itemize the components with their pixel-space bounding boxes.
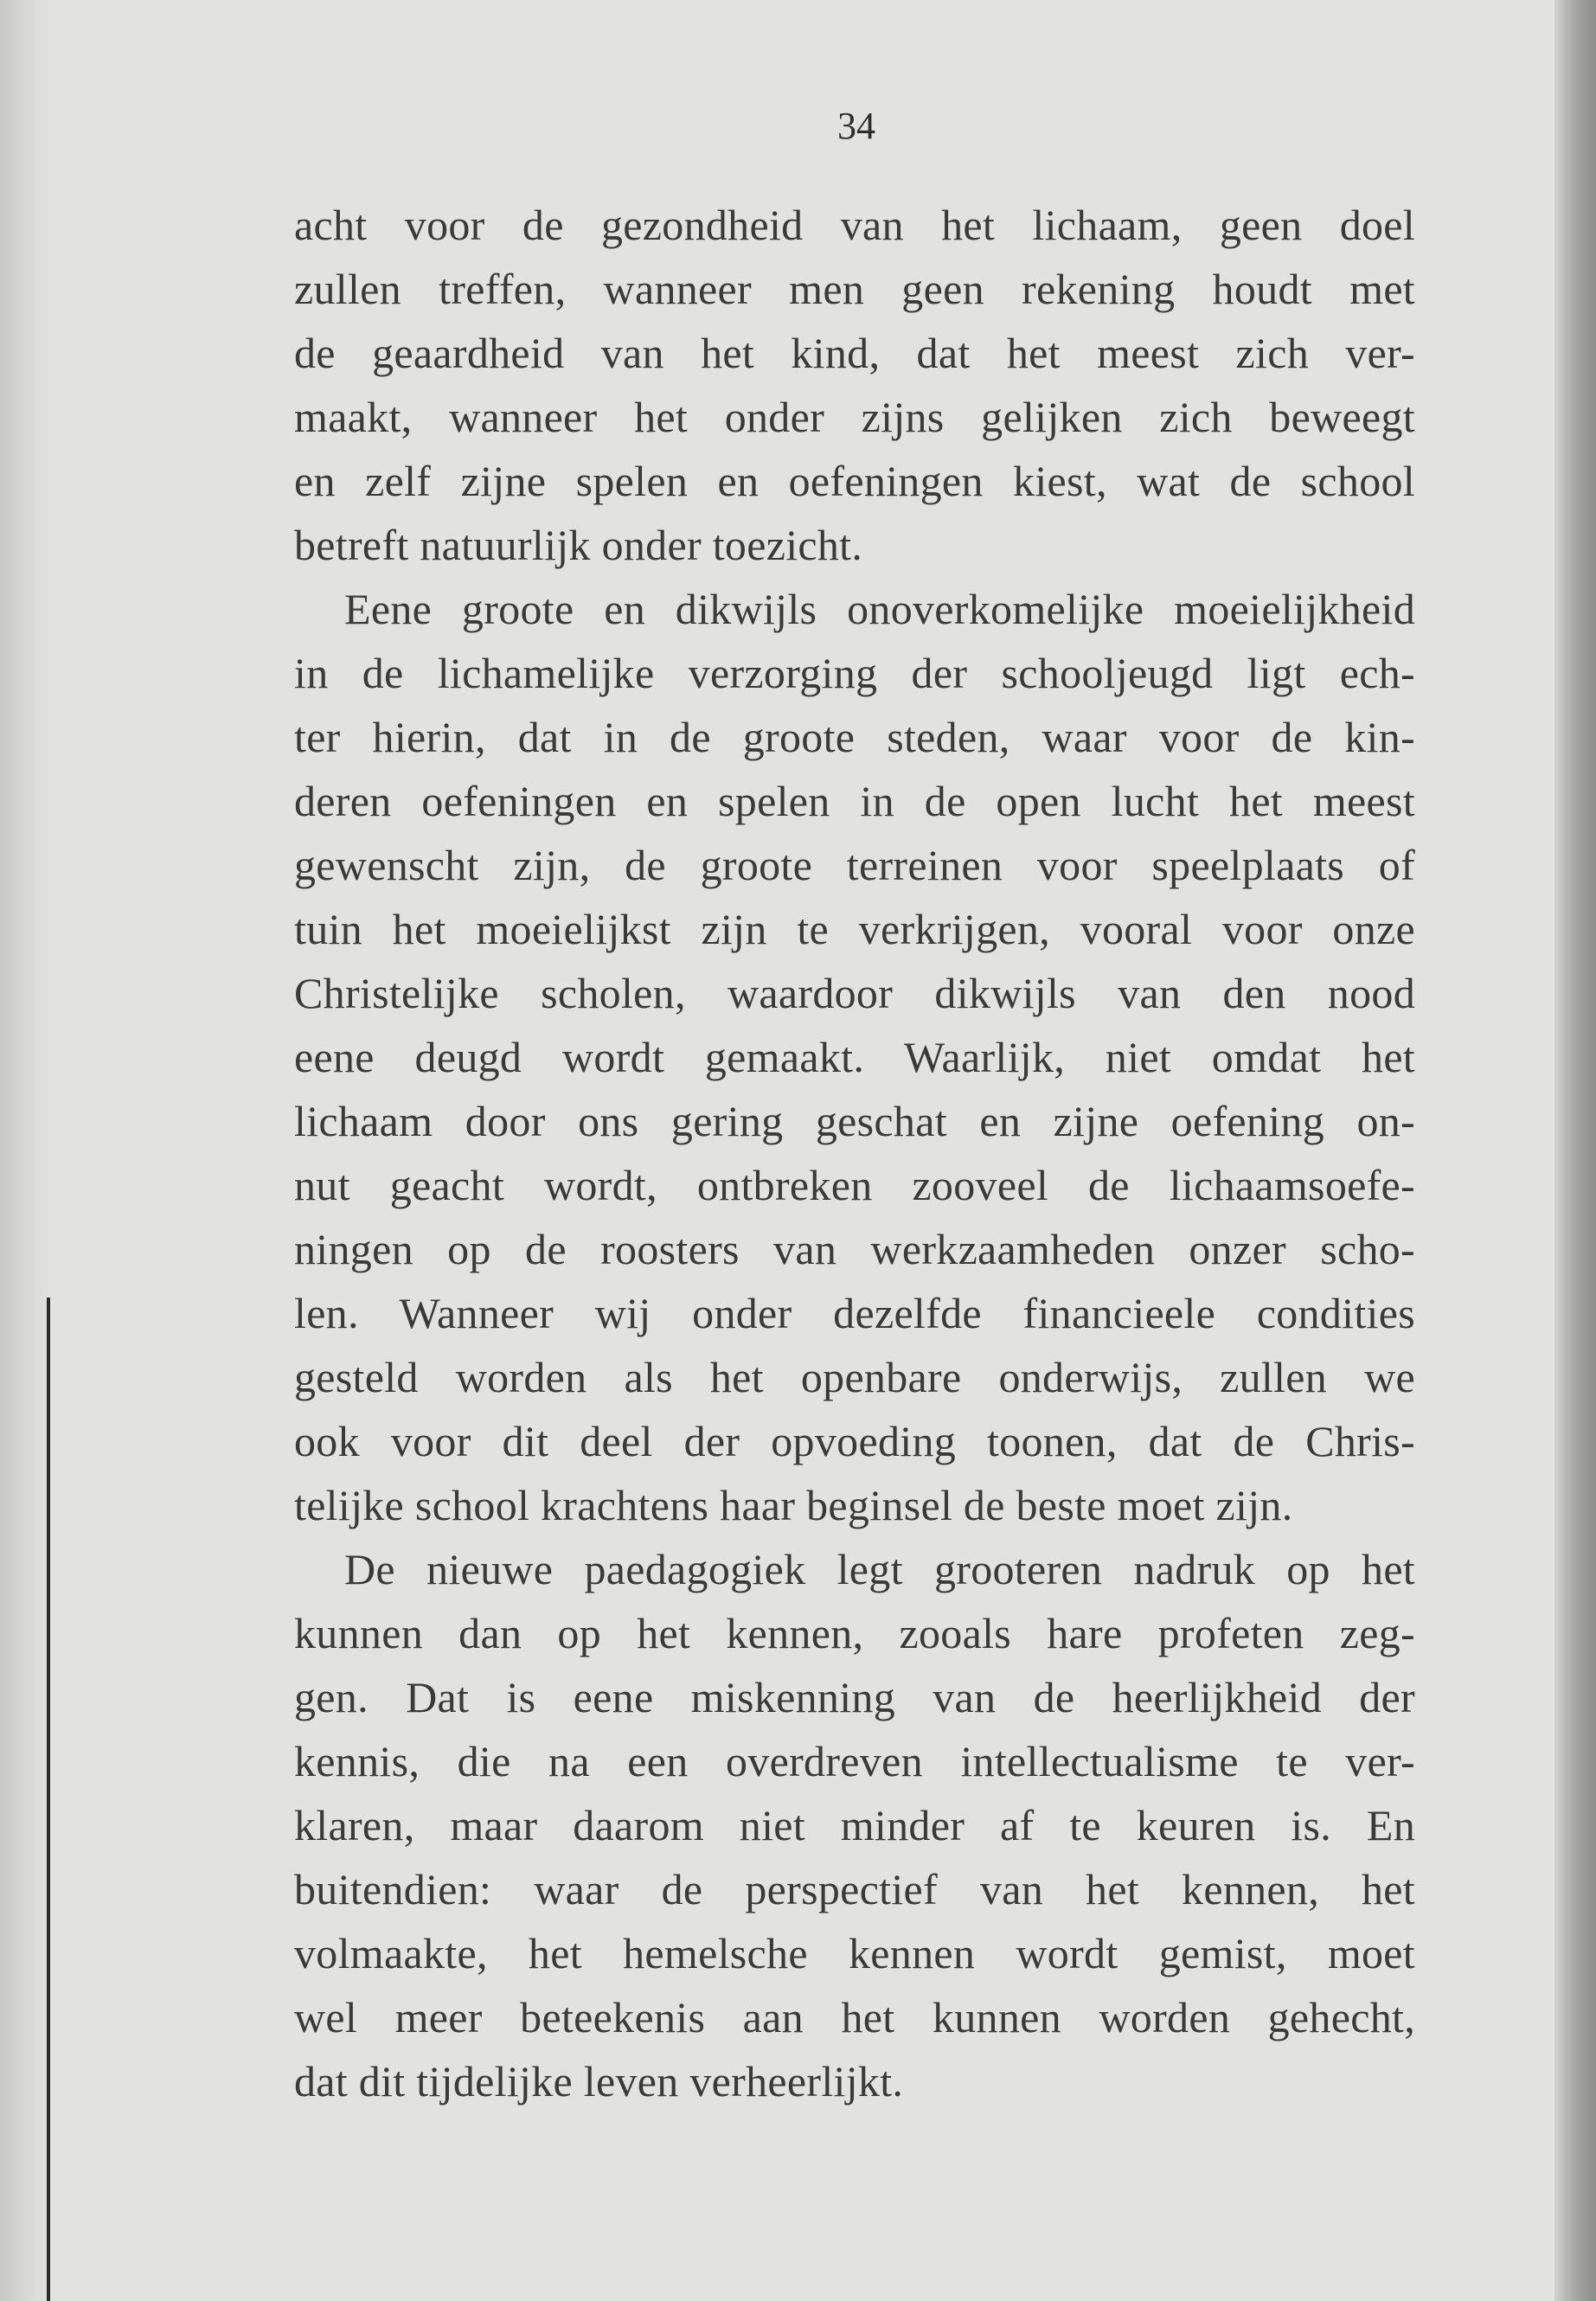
text-line: buitendien: waar de perspectief van het kennen, het bbox=[294, 1865, 1415, 1913]
text-line: wel meer beteekenis aan het kunnen worden gehecht, bbox=[294, 1993, 1415, 2041]
text-line: klaren, maar daarom niet minder af te keuren is. En bbox=[294, 1801, 1415, 1849]
page-right-shadow bbox=[1554, 0, 1596, 2301]
text-line: len. Wanneer wij onder dezelfde financieele condities bbox=[294, 1289, 1415, 1337]
text-line: volmaakte, het hemelsche kennen wordt gemist, moet bbox=[294, 1929, 1415, 1977]
text-line: gewenscht zijn, de groote terreinen voor speelplaats of bbox=[294, 841, 1415, 889]
text-line: maakt, wanneer het onder zijns gelijken zich beweegt bbox=[294, 393, 1415, 441]
text-line: deren oefeningen en spelen in de open lucht het meest bbox=[294, 777, 1415, 825]
text-line: De nieuwe paedagogiek legt grooteren nadruk op het bbox=[344, 1545, 1415, 1593]
text-line: ook voor dit deel der opvoeding toonen, dat de Chris- bbox=[294, 1417, 1415, 1465]
text-line: ningen op de roosters van werkzaamheden onzer scho- bbox=[294, 1225, 1415, 1273]
text-line: gen. Dat is eene miskenning van de heerlijkheid der bbox=[294, 1673, 1415, 1721]
text-line: zullen treffen, wanneer men geen rekening houdt met bbox=[294, 265, 1415, 313]
binding-line bbox=[47, 1298, 50, 2301]
text-line: lichaam door ons gering geschat en zijne oefening on- bbox=[294, 1097, 1415, 1145]
text-line: dat dit tijdelijke leven verheerlijkt. bbox=[294, 2057, 904, 2106]
text-line: Eene groote en dikwijls onoverkomelijke moeielijkheid bbox=[344, 585, 1415, 633]
text-line: Christelijke scholen, waardoor dikwijls van den nood bbox=[294, 969, 1415, 1017]
text-line: telijke school krachtens haar beginsel de beste moet zijn. bbox=[294, 1481, 1293, 1529]
text-line: kennis, die na een overdreven intellectualisme te ver- bbox=[294, 1737, 1415, 1785]
text-line: betreft natuurlijk onder toezicht. bbox=[294, 521, 863, 569]
page-number: 34 bbox=[837, 105, 875, 147]
text-line: gesteld worden als het openbare onderwijs, zullen we bbox=[294, 1353, 1415, 1401]
text-line: tuin het moeielijkst zijn te verkrijgen, vooral voor onze bbox=[294, 905, 1415, 953]
text-line: ter hierin, dat in de groote steden, waar voor de kin- bbox=[294, 713, 1415, 761]
text-line: eene deugd wordt gemaakt. Waarlijk, niet omdat het bbox=[294, 1033, 1415, 1081]
body-text bbox=[294, 193, 1415, 2113]
text-line: en zelf zijne spelen en oefeningen kiest, wat de school bbox=[294, 457, 1415, 505]
page-left-edge bbox=[0, 0, 50, 2301]
text-line: nut geacht wordt, ontbreken zooveel de lichaamsoefe- bbox=[294, 1161, 1415, 1209]
text-line: acht voor de gezondheid van het lichaam, geen doel bbox=[294, 201, 1415, 249]
text-line: kunnen dan op het kennen, zooals hare profeten zeg- bbox=[294, 1609, 1415, 1657]
text-line: de geaardheid van het kind, dat het meest zich ver- bbox=[294, 329, 1415, 377]
text-line: in de lichamelijke verzorging der schooljeugd ligt ech- bbox=[294, 649, 1415, 697]
